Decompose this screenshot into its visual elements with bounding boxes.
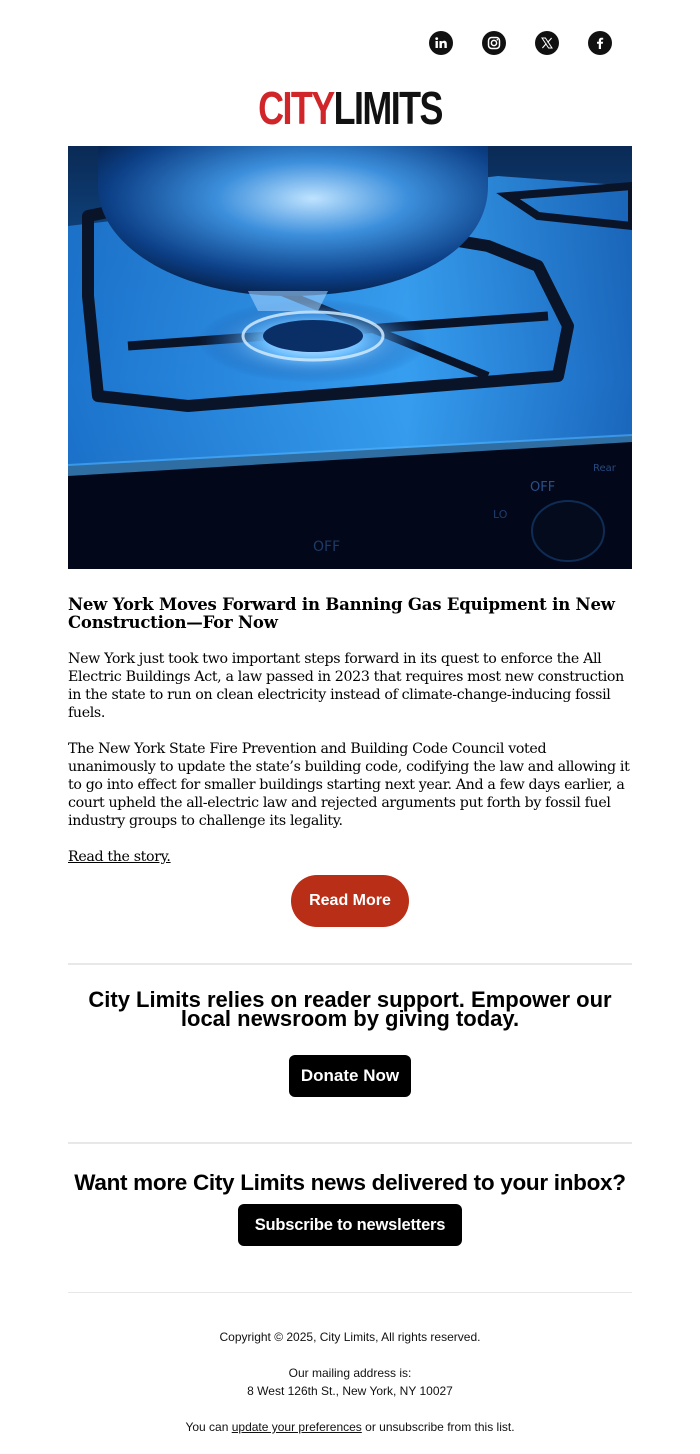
linkedin-icon[interactable] <box>429 31 453 55</box>
read-more-button[interactable]: Read More <box>291 875 409 927</box>
hero-image-gas-stove[interactable] <box>68 146 632 569</box>
article-headline[interactable]: New York Moves Forward in Banning Gas Equipment in New Construction—For Now <box>68 595 615 632</box>
facebook-icon[interactable] <box>588 31 612 55</box>
divider <box>68 1142 632 1144</box>
footer-preferences <box>0 1419 700 1435</box>
city-limits-logo[interactable] <box>77 84 623 132</box>
svg-text:OFF: OFF <box>530 480 556 495</box>
svg-text:OFF: OFF <box>313 539 341 555</box>
update-preferences-link[interactable]: update your preferences <box>231 1420 362 1434</box>
svg-text:Rear: Rear <box>593 463 616 474</box>
logo-part-limits: LIMITS <box>333 82 442 134</box>
logo-part-city: CITY <box>258 82 334 134</box>
donate-now-button[interactable]: Donate Now <box>289 1055 411 1097</box>
read-the-story-link[interactable]: Read the story. <box>68 849 171 865</box>
divider <box>68 963 632 965</box>
instagram-icon[interactable] <box>482 31 506 55</box>
svg-text:LO: LO <box>493 508 508 521</box>
footer-prefs-prefix: You can <box>185 1420 232 1434</box>
social-links <box>429 31 612 55</box>
footer-mailing-label: Our mailing address is: <box>288 1366 412 1380</box>
newsletter-title: Want more City Limits news delivered to your inbox? <box>74 1170 626 1195</box>
footer-prefs-suffix: or unsubscribe from this list. <box>361 1420 515 1434</box>
footer-copyright: Copyright © 2025, City Limits, All rights reserved. <box>219 1330 481 1344</box>
divider <box>68 1292 632 1293</box>
support-message: City Limits relies on reader support. Empower our local newsroom by giving today. <box>88 987 612 1031</box>
article-paragraph-1: New York just took two important steps forward in its quest to enforce the All Electric Buildings Act, a law passed in 2023 that requires most new construction in the state to run on clean electricity instead of climate-change-inducing fossil fuels. <box>68 651 624 721</box>
footer-address: 8 West 126th St., New York, NY 10027 <box>247 1384 453 1398</box>
x-icon[interactable] <box>535 31 559 55</box>
subscribe-to-newsletters-button[interactable]: Subscribe to newsletters <box>238 1204 462 1246</box>
article-paragraph-2: The New York State Fire Prevention and Building Code Council voted unanimously to update the state’s building code, codifying the law and allowing it to go into effect for smaller buildings starting next year. And a few days earlier, a court upheld the all-electric law and rejected arguments put forth by fossil fuel industry groups to challenge its legality. <box>68 741 630 829</box>
